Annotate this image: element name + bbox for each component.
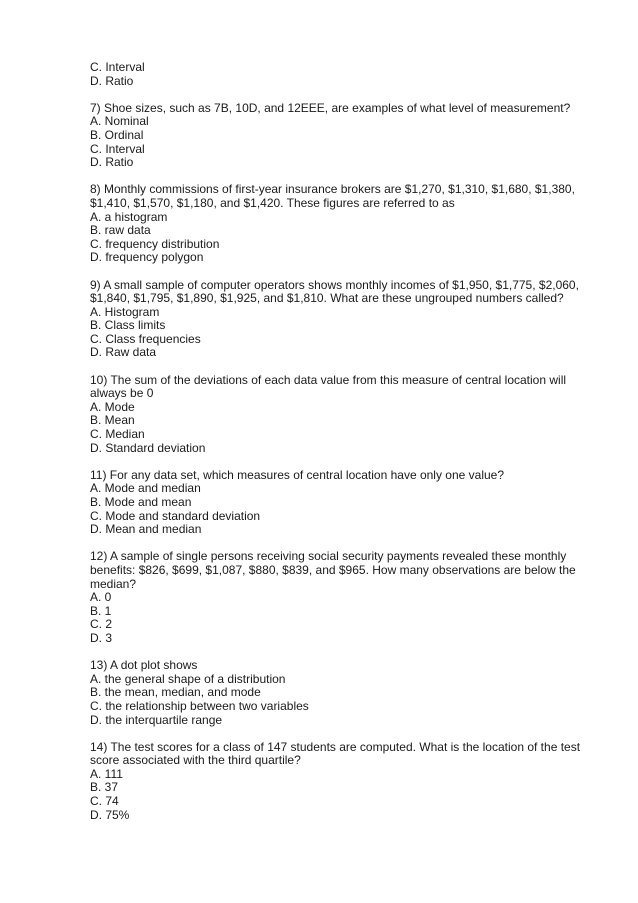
answer-option: D. Raw data [90, 345, 157, 360]
answer-option: B. raw data [90, 223, 151, 238]
answer-option: D. the interquartile range [90, 712, 223, 727]
answer-option: D. Ratio [90, 73, 134, 88]
answer-option: D. Mean and median [90, 522, 202, 537]
answer-option: C. Interval [90, 60, 145, 74]
question-text: 13) A dot plot shows [90, 658, 198, 673]
question-text: 9) A small sample of computer operators shows monthly incomes of $1,950, $1,775, $2,060, [90, 277, 579, 292]
answer-option: C. 74 [90, 794, 119, 809]
answer-option: D. 75% [90, 807, 130, 822]
question-text: median? [90, 576, 137, 591]
question-14 [90, 741, 590, 823]
question-text: benefits: $826, $699, $1,087, $880, $839, and $965. How many observations are below the [90, 562, 576, 577]
answer-option: C. the relationship between two variables [90, 698, 309, 713]
question-7 [90, 102, 590, 170]
question-text: 11) For any data set, which measures of central location have only one value? [90, 467, 505, 482]
question-text: 8) Monthly commissions of first-year insurance brokers are $1,270, $1,310, $1,680, $1,380, [90, 182, 575, 197]
answer-option: D. 3 [90, 630, 113, 645]
answer-option: A. Mode and median [90, 481, 201, 496]
answer-option: C. Mode and standard deviation [90, 508, 261, 523]
question-13 [90, 659, 590, 727]
answer-option: C. 2 [90, 617, 113, 632]
answer-option: B. the mean, median, and mode [90, 685, 261, 700]
answer-option: B. 1 [90, 603, 112, 618]
answer-option: D. Ratio [90, 155, 134, 170]
answer-option: A. a histogram [90, 209, 168, 224]
answer-option: C. frequency distribution [90, 236, 220, 251]
question-text: score associated with the third quartile? [90, 753, 301, 768]
question-text: always be 0 [90, 386, 154, 401]
question-12 [90, 550, 590, 645]
question-10 [90, 374, 590, 456]
answer-option: B. Class limits [90, 318, 166, 333]
document-page [90, 61, 590, 822]
answer-option: D. Standard deviation [90, 440, 206, 455]
answer-option: A. 111 [90, 766, 123, 781]
answer-option: A. Nominal [90, 114, 149, 129]
question-text: 12) A sample of single persons receiving social security payments revealed these monthly [90, 549, 567, 564]
question-text: 7) Shoe sizes, such as 7B, 10D, and 12EEE, are examples of what level of measurement? [90, 100, 571, 115]
answer-option: A. Mode [90, 399, 135, 414]
answer-option: B. Ordinal [90, 127, 144, 142]
answer-option: C. Interval [90, 141, 145, 156]
answer-option: B. 37 [90, 780, 119, 795]
answer-option: A. 0 [90, 590, 112, 605]
answer-option: A. Histogram [90, 304, 160, 319]
answer-option: B. Mode and mean [90, 495, 192, 509]
question-text: $1,840, $1,795, $1,890, $1,925, and $1,810. What are these ungrouped numbers called? [90, 291, 564, 306]
answer-option: C. Median [90, 427, 145, 442]
question-text: $1,410, $1,570, $1,180, and $1,420. These figures are referred to as [90, 195, 455, 210]
answer-option: C. Class frequencies [90, 331, 201, 346]
answer-option: B. Mean [90, 413, 135, 428]
answer-option: A. the general shape of a distribution [90, 671, 286, 686]
question-text: 14) The test scores for a class of 147 students are computed. What is the location of the test [90, 739, 581, 754]
question-9 [90, 279, 590, 361]
question-text: 10) The sum of the deviations of each data value from this measure of central location will [90, 372, 567, 387]
answer-option: D. frequency polygon [90, 250, 204, 265]
question-8 [90, 183, 590, 265]
question-11 [90, 469, 590, 537]
question-6-tail [90, 61, 590, 88]
